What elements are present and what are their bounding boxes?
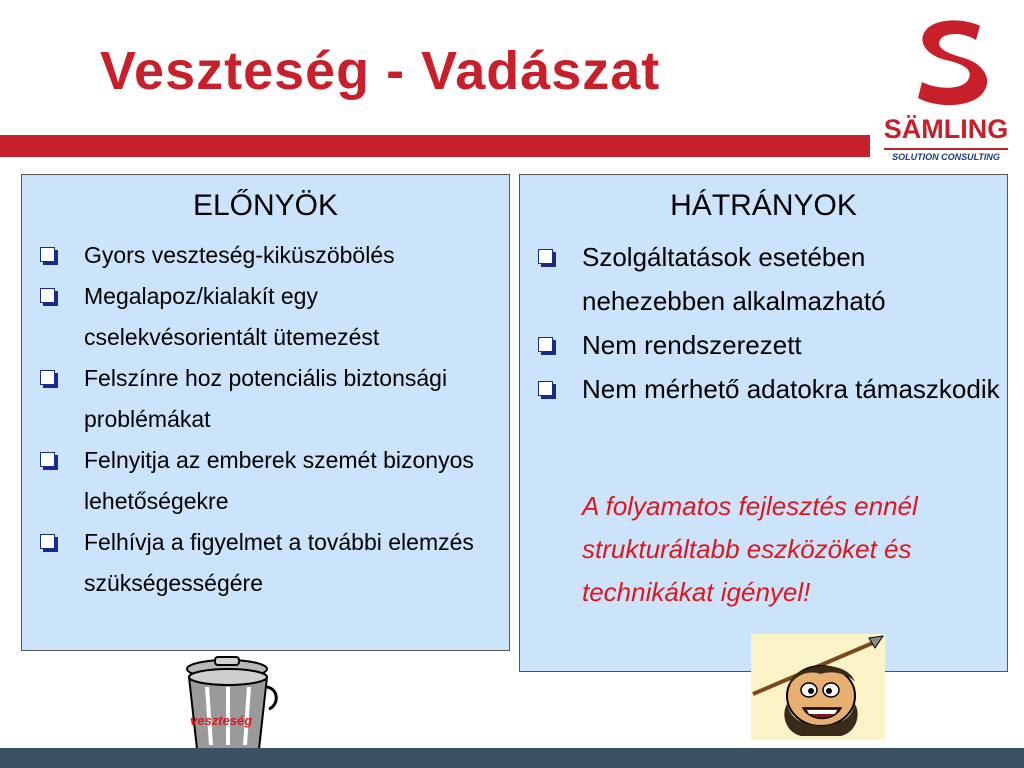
footer-bar [0, 748, 1024, 768]
list-item [34, 358, 504, 440]
trash-label: veszteség [190, 713, 253, 728]
checkbox-bullet-icon [40, 534, 55, 549]
list-item [34, 235, 504, 276]
logo-name: SÄMLING [883, 114, 1009, 144]
disadvantages-heading: HÁTRÁNYOK [670, 189, 857, 222]
slide-title: Veszteség - Vadászat [100, 41, 661, 101]
samling-s-icon [912, 18, 992, 108]
disadvantages-list [532, 235, 1002, 411]
caveman-hunter-icon [751, 634, 885, 740]
samling-logo [876, 18, 1016, 163]
list-item [34, 522, 504, 604]
checkbox-bullet-icon [40, 452, 55, 467]
checkbox-bullet-icon [40, 247, 55, 262]
disadvantages-panel [519, 174, 1008, 672]
list-item-text: Szolgáltatások esetében nehezebben alkalmazható [582, 242, 886, 316]
advantages-list [34, 235, 504, 604]
checkbox-bullet-icon [538, 337, 553, 352]
advantages-panel [21, 174, 510, 651]
trash-can-icon [175, 655, 285, 755]
list-item-text: Felnyitja az emberek szemét bizonyos lehetőségekre [84, 447, 474, 514]
advantages-heading: ELŐNYÖK [192, 189, 339, 222]
list-item [34, 440, 504, 522]
list-item [532, 235, 1002, 323]
title-underline-bar [0, 135, 870, 157]
list-item [532, 323, 1002, 367]
list-item [532, 367, 1002, 411]
list-item-text: Megalapoz/kialakít egy cselekvésorientált ütemezést [84, 283, 380, 350]
list-item-text: Nem rendszerezett [582, 330, 802, 360]
list-item-text: Gyors veszteség-kiküszöbölés [84, 242, 395, 268]
checkbox-bullet-icon [538, 381, 553, 396]
list-item-text: Felszínre hoz potenciális biztonsági problémákat [84, 365, 448, 432]
checkbox-bullet-icon [40, 288, 55, 303]
list-item [34, 276, 504, 358]
logo-subtitle: SOLUTION CONSULTING [892, 152, 1000, 162]
improvement-note: A folyamatos fejlesztés ennél strukturáltabb eszközöket és technikákat igényel! [582, 491, 918, 607]
checkbox-bullet-icon [40, 370, 55, 385]
checkbox-bullet-icon [538, 249, 553, 264]
list-item-text: Nem mérhető adatokra támaszkodik [582, 374, 1000, 404]
logo-divider [884, 148, 1008, 150]
list-item-text: Felhívja a figyelmet a további elemzés szükségességére [84, 529, 474, 596]
